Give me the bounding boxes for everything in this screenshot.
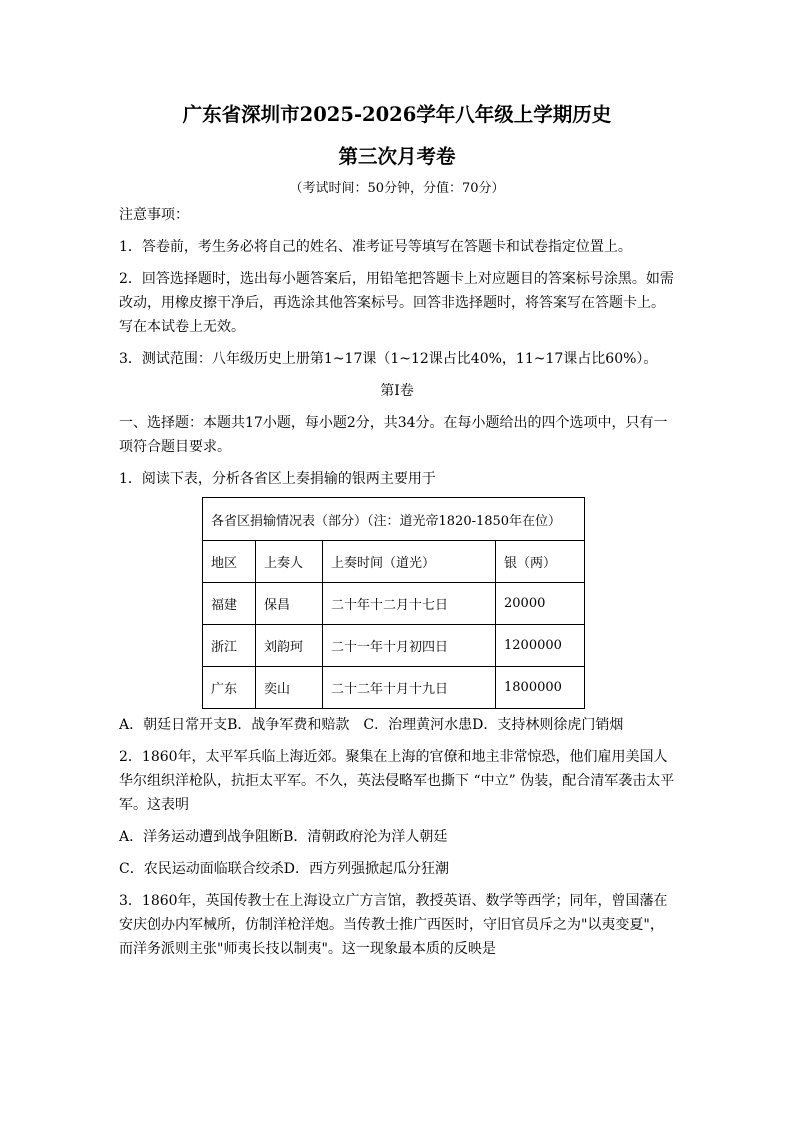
table-row bbox=[203, 667, 585, 709]
section-instruction: 一、选择题：本题共17小题，每小题2分，共34分。在每小题给出的四个选项中，只有一项符合题目要求。 bbox=[119, 415, 668, 455]
table-cell: 广东 bbox=[203, 667, 256, 709]
question-2-options-line1 bbox=[119, 825, 675, 849]
option-d: D．支持林则徐虎门销烟 bbox=[472, 717, 624, 733]
question-1-stem: 1．阅读下表，分析各省区上奏捐输的银两主要用于 bbox=[119, 471, 436, 487]
table-cell: 1200000 bbox=[496, 625, 585, 667]
table-cell: 奕山 bbox=[256, 667, 323, 709]
note-item-2: 2．回答选择题时，选出每小题答案后，用铅笔把答题卡上对应题目的答案标号涂黑。如需改动，用橡皮擦干净后，再选涂其他答案标号。回答非选择题时，将答案写在答题卡上。写在本试卷上无效。 bbox=[119, 271, 674, 335]
exam-info: （考试时间：50分钟，分值：70分） bbox=[289, 181, 505, 196]
table-header-cell: 地区 bbox=[203, 541, 256, 583]
option-a: A．洋务运动遭到战争阻断 bbox=[119, 829, 284, 845]
table-cell: 二十一年十月初四日 bbox=[323, 625, 496, 667]
table-header-row bbox=[203, 541, 585, 583]
question-3-stem: 3．1860年，英国传教士在上海设立广方言馆，教授英语、数学等西学；同年，曾国藩在安庆创办内军械所，仿制洋枪洋炮。当传教士推广西医时，守旧官员斥之为"以夷变夏"，而洋务派则主张"师夷长技以制夷"。这一现象最本质的反映是 bbox=[119, 893, 668, 957]
table-cell: 20000 bbox=[496, 583, 585, 625]
option-c: C．治理黄河水患 bbox=[363, 717, 473, 733]
question-2-stem: 2．1860年，太平军兵临上海近郊。聚集在上海的官僚和地主非常惊恐，他们雇用美国人华尔组织洋枪队，抗拒太平军。不久，英法侵略军也撕下 “中立” 伪装，配合清军袭击太平军。这表明 bbox=[119, 749, 675, 813]
table-header-cell: 上奏时间（道光） bbox=[323, 541, 496, 583]
table-header-cell: 上奏人 bbox=[256, 541, 323, 583]
volume-heading: 第Ⅰ卷 bbox=[380, 383, 414, 399]
table-caption-row bbox=[203, 498, 585, 541]
table-caption: 各省区捐输情况表（部分）（注：道光帝1820-1850年在位） bbox=[203, 498, 585, 541]
option-b: B．清朝政府沦为洋人朝廷 bbox=[283, 829, 448, 845]
exam-title-line2: 第三次月考卷 bbox=[338, 145, 456, 168]
table-cell: 福建 bbox=[203, 583, 256, 625]
table-cell: 刘韵珂 bbox=[256, 625, 323, 667]
notes-heading: 注意事项： bbox=[119, 207, 189, 223]
table-cell: 二十年十二月十七日 bbox=[323, 583, 496, 625]
option-c: C．农民运动面临联合绞杀 bbox=[119, 861, 284, 877]
page-content bbox=[119, 104, 675, 961]
note-item-1: 1．答卷前，考生务必将自己的姓名、准考证号等填写在答题卡和试卷指定位置上。 bbox=[119, 239, 632, 255]
option-a: A．朝廷日常开支 bbox=[119, 717, 228, 733]
option-d: D．西方列强掀起瓜分狂潮 bbox=[283, 861, 449, 877]
table-cell: 保昌 bbox=[256, 583, 323, 625]
table-cell: 浙江 bbox=[203, 625, 256, 667]
table-row bbox=[203, 625, 585, 667]
donation-table bbox=[202, 497, 585, 709]
question-2-options-line2 bbox=[119, 857, 675, 881]
table-cell: 二十二年十月十九日 bbox=[323, 667, 496, 709]
table-header-cell: 银（两） bbox=[496, 541, 585, 583]
note-item-3: 3．测试范围：八年级历史上册第1~17课（1~12课占比40%，11~17课占比60%）。 bbox=[119, 351, 658, 367]
question-1-options bbox=[119, 713, 675, 737]
table-cell: 1800000 bbox=[496, 667, 585, 709]
table-row bbox=[203, 583, 585, 625]
option-b: B．战争军费和赔款 bbox=[227, 717, 350, 733]
exam-title-line1: 广东省深圳市2025-2026学年八年级上学期历史 bbox=[182, 103, 612, 126]
